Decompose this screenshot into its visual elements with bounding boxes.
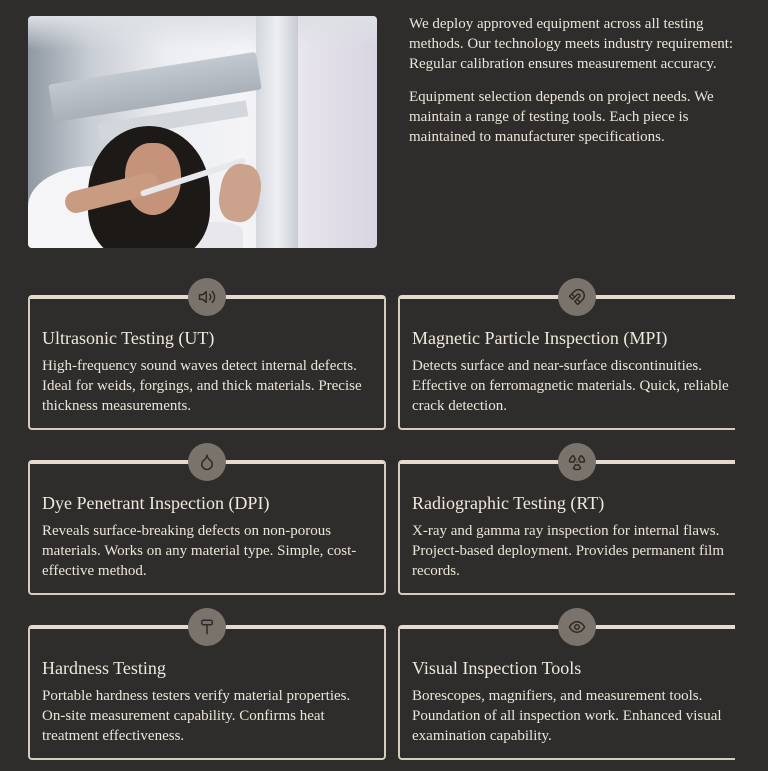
method-card-dye-penetrant: [28, 460, 386, 595]
testing-methods-section: [28, 276, 735, 771]
equipment-photo: [28, 16, 377, 248]
method-title: Radiographic Testing (RT): [412, 493, 605, 513]
speaker-icon: [188, 278, 226, 316]
method-description: Detects surface and near-surface discontinuities. Effective on ferromagnetic materials. Quick, reliable crack detection.: [412, 358, 729, 414]
method-title: Ultrasonic Testing (UT): [42, 328, 215, 348]
method-title: Hardness Testing: [42, 658, 166, 678]
photo-background-light: [28, 16, 377, 50]
method-card-hardness: [28, 625, 386, 760]
method-title: Visual Inspection Tools: [412, 658, 582, 678]
method-card-ultrasonic: [28, 295, 386, 430]
method-description: Portable hardness testers verify material properties. On-site measurement capability. Confirms heat treatment effectiveness.: [42, 688, 351, 744]
method-card-radiographic: [398, 460, 735, 595]
eye-icon: [558, 608, 596, 646]
method-description: Borescopes, magnifiers, and measurement tools. Poundation of all inspection work. Enhanced visual examination capability.: [412, 688, 722, 744]
method-description: High-frequency sound waves detect internal defects. Ideal for weids, forgings, and thick materials. Precise thickness measurements.: [42, 358, 362, 414]
photo-equipment-pole: [256, 16, 298, 248]
testing-methods-grid: [28, 276, 735, 760]
radiation-icon: [558, 443, 596, 481]
method-card-magnetic-particle: [398, 295, 735, 430]
intro-text: [409, 14, 739, 160]
droplet-icon: [188, 443, 226, 481]
method-title: Magnetic Particle Inspection (MPI): [412, 328, 668, 348]
magnet-icon: [558, 278, 596, 316]
method-description: X-ray and gamma ray inspection for internal flaws. Project-based deployment. Provides permanent film records.: [412, 523, 725, 579]
method-description: Reveals surface-breaking defects on non-porous materials. Works on any material type. Simple, cost-effective method.: [42, 523, 357, 579]
hammer-icon: [188, 608, 226, 646]
intro-paragraph: We deploy approved equipment across all testing methods. Our technology meets industry requirement: Regular calibration ensures measurement accuracy.: [409, 16, 734, 72]
method-title: Dye Penetrant Inspection (DPI): [42, 493, 270, 513]
method-card-visual-inspection: [398, 625, 735, 760]
intro-paragraph: Equipment selection depends on project needs. We maintain a range of testing tools. Each piece is maintained to manufacturer specifications.: [409, 89, 714, 145]
